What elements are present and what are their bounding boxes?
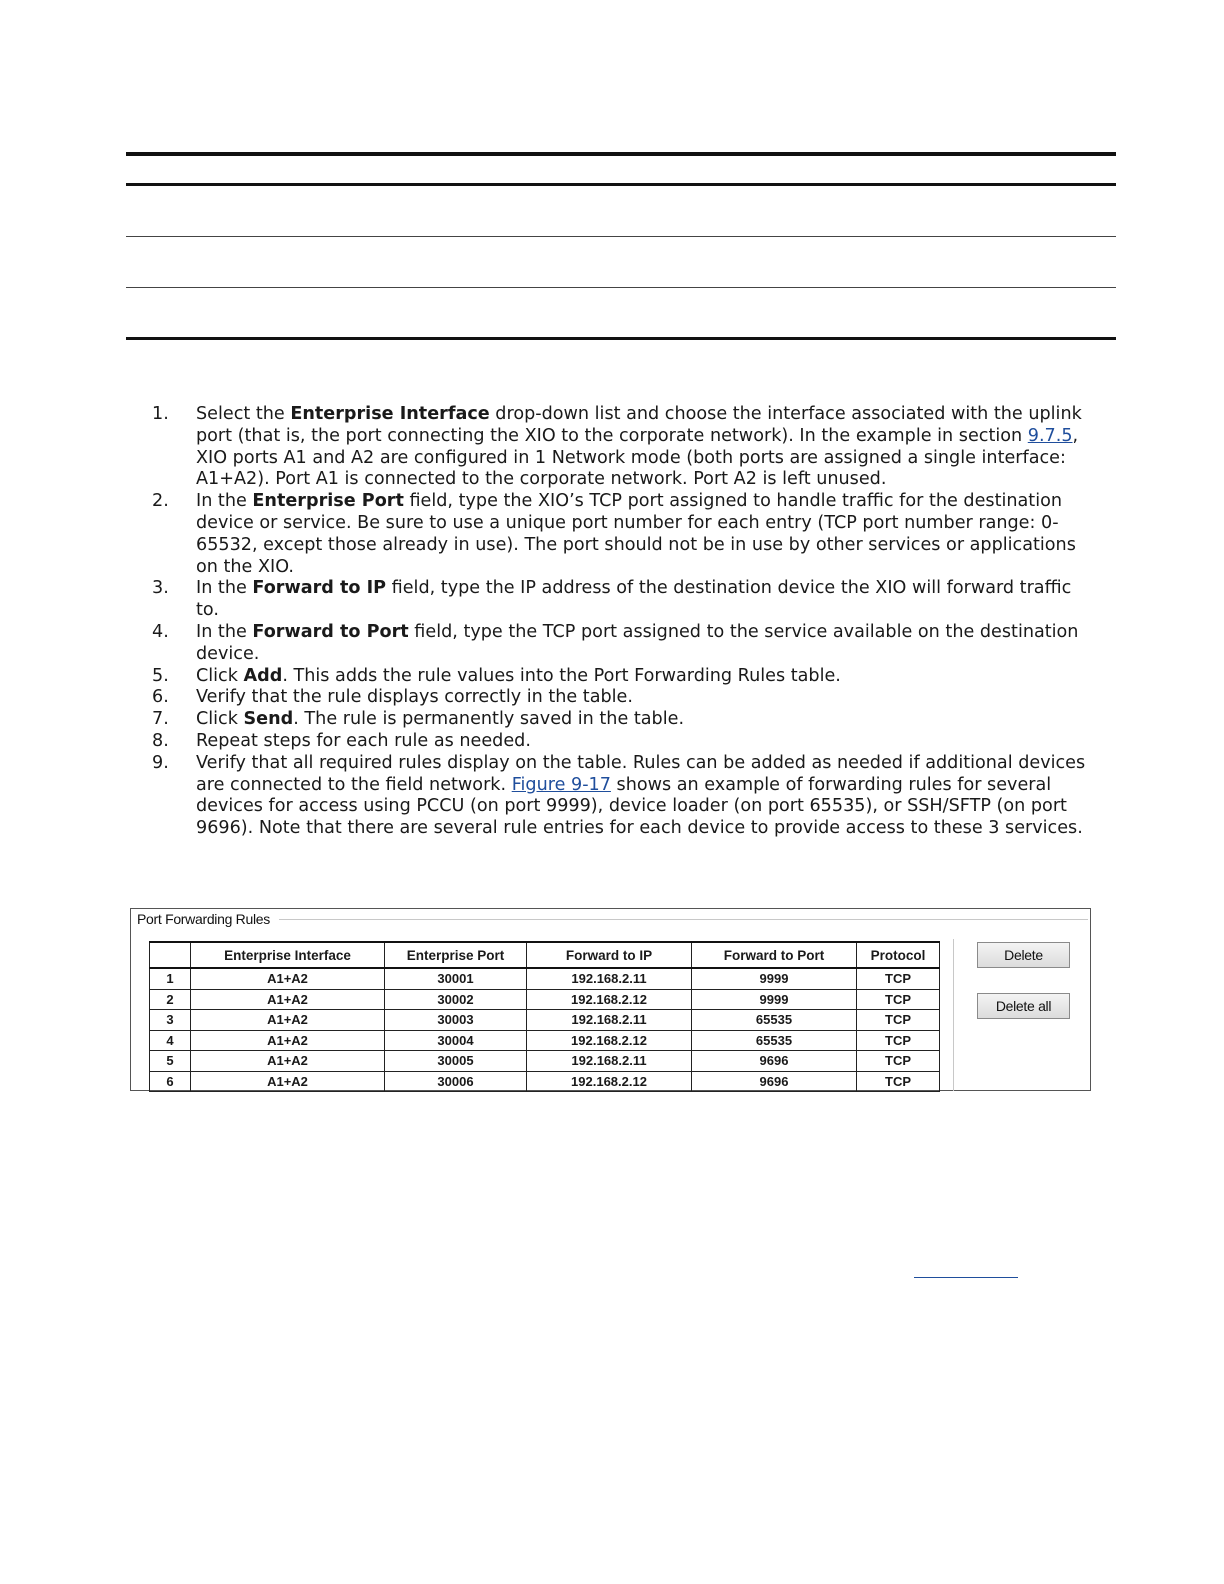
step-number: 1. bbox=[152, 404, 169, 424]
step-item bbox=[148, 687, 1098, 709]
step-number: 3. bbox=[152, 578, 169, 599]
section-link[interactable]: 9.7.5 bbox=[1027, 425, 1073, 446]
cell-enterprise-port[interactable]: 30004 bbox=[385, 1030, 527, 1051]
cell-forward-to-port[interactable]: 9999 bbox=[692, 968, 857, 989]
row-number[interactable]: 6 bbox=[150, 1071, 191, 1092]
port-forwarding-rules-table bbox=[149, 941, 940, 1092]
step-item bbox=[148, 666, 1098, 688]
cell-enterprise-port[interactable]: 30002 bbox=[385, 989, 527, 1010]
cell-forward-to-port[interactable]: 65535 bbox=[692, 1030, 857, 1051]
cell-enterprise-port[interactable]: 30006 bbox=[385, 1071, 527, 1092]
step-text: field, type the XIO’s TCP port assigned to handle traffic for the destination device or service. Be sure to use a unique port number for each entry (TCP port number range: 0-65532, except those already in use). The port should not be in use by other services or applications on the XIO. bbox=[196, 491, 1076, 577]
table-row-rule bbox=[126, 236, 1116, 237]
table-row[interactable] bbox=[150, 1030, 940, 1051]
step-text: Verify that all required rules display on the table. Rules can be added as needed if additional devices are connected to the field network. bbox=[196, 752, 1086, 795]
step-item bbox=[148, 753, 1098, 840]
step-text: Verify that the rule displays correctly in the table. bbox=[196, 687, 633, 708]
groupbox-border-line bbox=[279, 919, 1088, 920]
cell-forward-to-port[interactable]: 65535 bbox=[692, 1010, 857, 1031]
step-text: drop-down list and choose the interface associated with the uplink port (that is, the port connecting the XIO to the corporate network). In the example in section bbox=[196, 404, 1082, 446]
step-text: Select the bbox=[196, 404, 291, 424]
port-forwarding-rules-panel bbox=[130, 908, 1091, 1091]
cell-protocol[interactable]: TCP bbox=[857, 1010, 940, 1031]
column-header-enterprise-port[interactable]: Enterprise Port bbox=[385, 942, 527, 968]
row-number[interactable]: 1 bbox=[150, 968, 191, 989]
row-number[interactable]: 3 bbox=[150, 1010, 191, 1031]
step-field-name: Add bbox=[243, 665, 283, 686]
cell-forward-to-port[interactable]: 9999 bbox=[692, 989, 857, 1010]
step-text: . This adds the rule values into the Port Forwarding Rules table. bbox=[282, 665, 841, 686]
cell-enterprise-port[interactable]: 30001 bbox=[385, 968, 527, 989]
step-text: field, type the TCP port assigned to the service available on the destination device. bbox=[196, 621, 1079, 664]
cell-enterprise-interface[interactable]: A1+A2 bbox=[191, 1071, 385, 1092]
step-field-name: Enterprise Port bbox=[252, 491, 404, 512]
step-number: 2. bbox=[152, 491, 169, 512]
table-row[interactable] bbox=[150, 1051, 940, 1072]
step-number: 4. bbox=[152, 621, 169, 642]
step-number: 8. bbox=[152, 730, 169, 751]
column-header-protocol[interactable]: Protocol bbox=[857, 942, 940, 968]
step-text: In the bbox=[196, 578, 253, 599]
cell-protocol[interactable]: TCP bbox=[857, 1071, 940, 1092]
cell-protocol[interactable]: TCP bbox=[857, 1030, 940, 1051]
step-field-name: Send bbox=[243, 709, 294, 730]
step-text: . The rule is permanently saved in the table. bbox=[293, 709, 685, 730]
step-number: 7. bbox=[152, 709, 169, 730]
cell-enterprise-interface[interactable]: A1+A2 bbox=[191, 968, 385, 989]
table-bottom-rule bbox=[126, 337, 1116, 340]
row-header-corner bbox=[150, 942, 191, 968]
cell-enterprise-interface[interactable]: A1+A2 bbox=[191, 1030, 385, 1051]
cell-forward-to-port[interactable]: 9696 bbox=[692, 1071, 857, 1092]
delete-button[interactable]: Delete bbox=[977, 942, 1070, 968]
table-row[interactable] bbox=[150, 989, 940, 1010]
delete-all-button[interactable]: Delete all bbox=[977, 993, 1070, 1019]
cell-protocol[interactable]: TCP bbox=[857, 1051, 940, 1072]
step-text: field, type the IP address of the destination device the XIO will forward traffic to. bbox=[196, 578, 1072, 621]
step-text: In the bbox=[196, 491, 253, 512]
row-number[interactable]: 5 bbox=[150, 1051, 191, 1072]
panel-title: Port Forwarding Rules bbox=[137, 911, 270, 927]
cell-forward-to-ip[interactable]: 192.168.2.11 bbox=[527, 1010, 692, 1031]
step-item bbox=[148, 709, 1098, 731]
cell-enterprise-port[interactable]: 30005 bbox=[385, 1051, 527, 1072]
procedure-steps bbox=[148, 404, 1098, 840]
row-number[interactable]: 2 bbox=[150, 989, 191, 1010]
footer-link-underline bbox=[914, 1277, 1018, 1278]
step-text: Repeat steps for each rule as needed. bbox=[196, 730, 531, 751]
step-text: Click bbox=[196, 665, 244, 686]
step-text: Click bbox=[196, 709, 244, 730]
cell-enterprise-port[interactable]: 30003 bbox=[385, 1010, 527, 1031]
cell-enterprise-interface[interactable]: A1+A2 bbox=[191, 1051, 385, 1072]
table-row[interactable] bbox=[150, 1071, 940, 1092]
table-top-rule bbox=[126, 152, 1116, 156]
table-header-row bbox=[150, 942, 940, 968]
cell-forward-to-ip[interactable]: 192.168.2.12 bbox=[527, 989, 692, 1010]
cell-enterprise-interface[interactable]: A1+A2 bbox=[191, 989, 385, 1010]
table-row[interactable] bbox=[150, 968, 940, 989]
step-item bbox=[148, 491, 1098, 578]
table-row-rule bbox=[126, 287, 1116, 288]
step-number: 6. bbox=[152, 687, 169, 708]
step-text: , XIO ports A1 and A2 are configured in 1 Network mode (both ports are assigned a single interface: A1+A2). Port A1 is connected to the corporate network. Port A2 is left unused. bbox=[196, 425, 1079, 490]
cell-protocol[interactable]: TCP bbox=[857, 989, 940, 1010]
step-item bbox=[148, 731, 1098, 753]
table-right-edge bbox=[953, 939, 954, 1091]
step-number: 9. bbox=[152, 752, 169, 773]
cell-forward-to-ip[interactable]: 192.168.2.11 bbox=[527, 968, 692, 989]
cell-enterprise-interface[interactable]: A1+A2 bbox=[191, 1010, 385, 1031]
table-header-rule bbox=[126, 183, 1116, 186]
step-item bbox=[148, 622, 1098, 666]
column-header-enterprise-interface[interactable]: Enterprise Interface bbox=[191, 942, 385, 968]
step-field-name: Enterprise Interface bbox=[290, 404, 490, 424]
column-header-forward-to-port[interactable]: Forward to Port bbox=[692, 942, 857, 968]
step-text: shows an example of forwarding rules for several devices for access using PCCU (on port 9999), device loader (on port 65535), or SSH/SFTP (on port 9696). Note that there are several rule entries for each device to provide access to these 3 services. bbox=[196, 774, 1083, 839]
step-field-name: Forward to Port bbox=[252, 621, 409, 642]
step-item bbox=[148, 578, 1098, 622]
step-field-name: Forward to IP bbox=[252, 578, 387, 599]
column-header-forward-to-ip[interactable]: Forward to IP bbox=[527, 942, 692, 968]
cell-forward-to-ip[interactable]: 192.168.2.12 bbox=[527, 1071, 692, 1092]
row-number[interactable]: 4 bbox=[150, 1030, 191, 1051]
cell-forward-to-ip[interactable]: 192.168.2.11 bbox=[527, 1051, 692, 1072]
cell-forward-to-port[interactable]: 9696 bbox=[692, 1051, 857, 1072]
table-row[interactable] bbox=[150, 1010, 940, 1031]
cell-forward-to-ip[interactable]: 192.168.2.12 bbox=[527, 1030, 692, 1051]
step-text: In the bbox=[196, 621, 253, 642]
step-item bbox=[148, 404, 1098, 491]
cell-protocol[interactable]: TCP bbox=[857, 968, 940, 989]
figure-link[interactable]: Figure 9-17 bbox=[511, 774, 611, 795]
step-number: 5. bbox=[152, 665, 169, 686]
